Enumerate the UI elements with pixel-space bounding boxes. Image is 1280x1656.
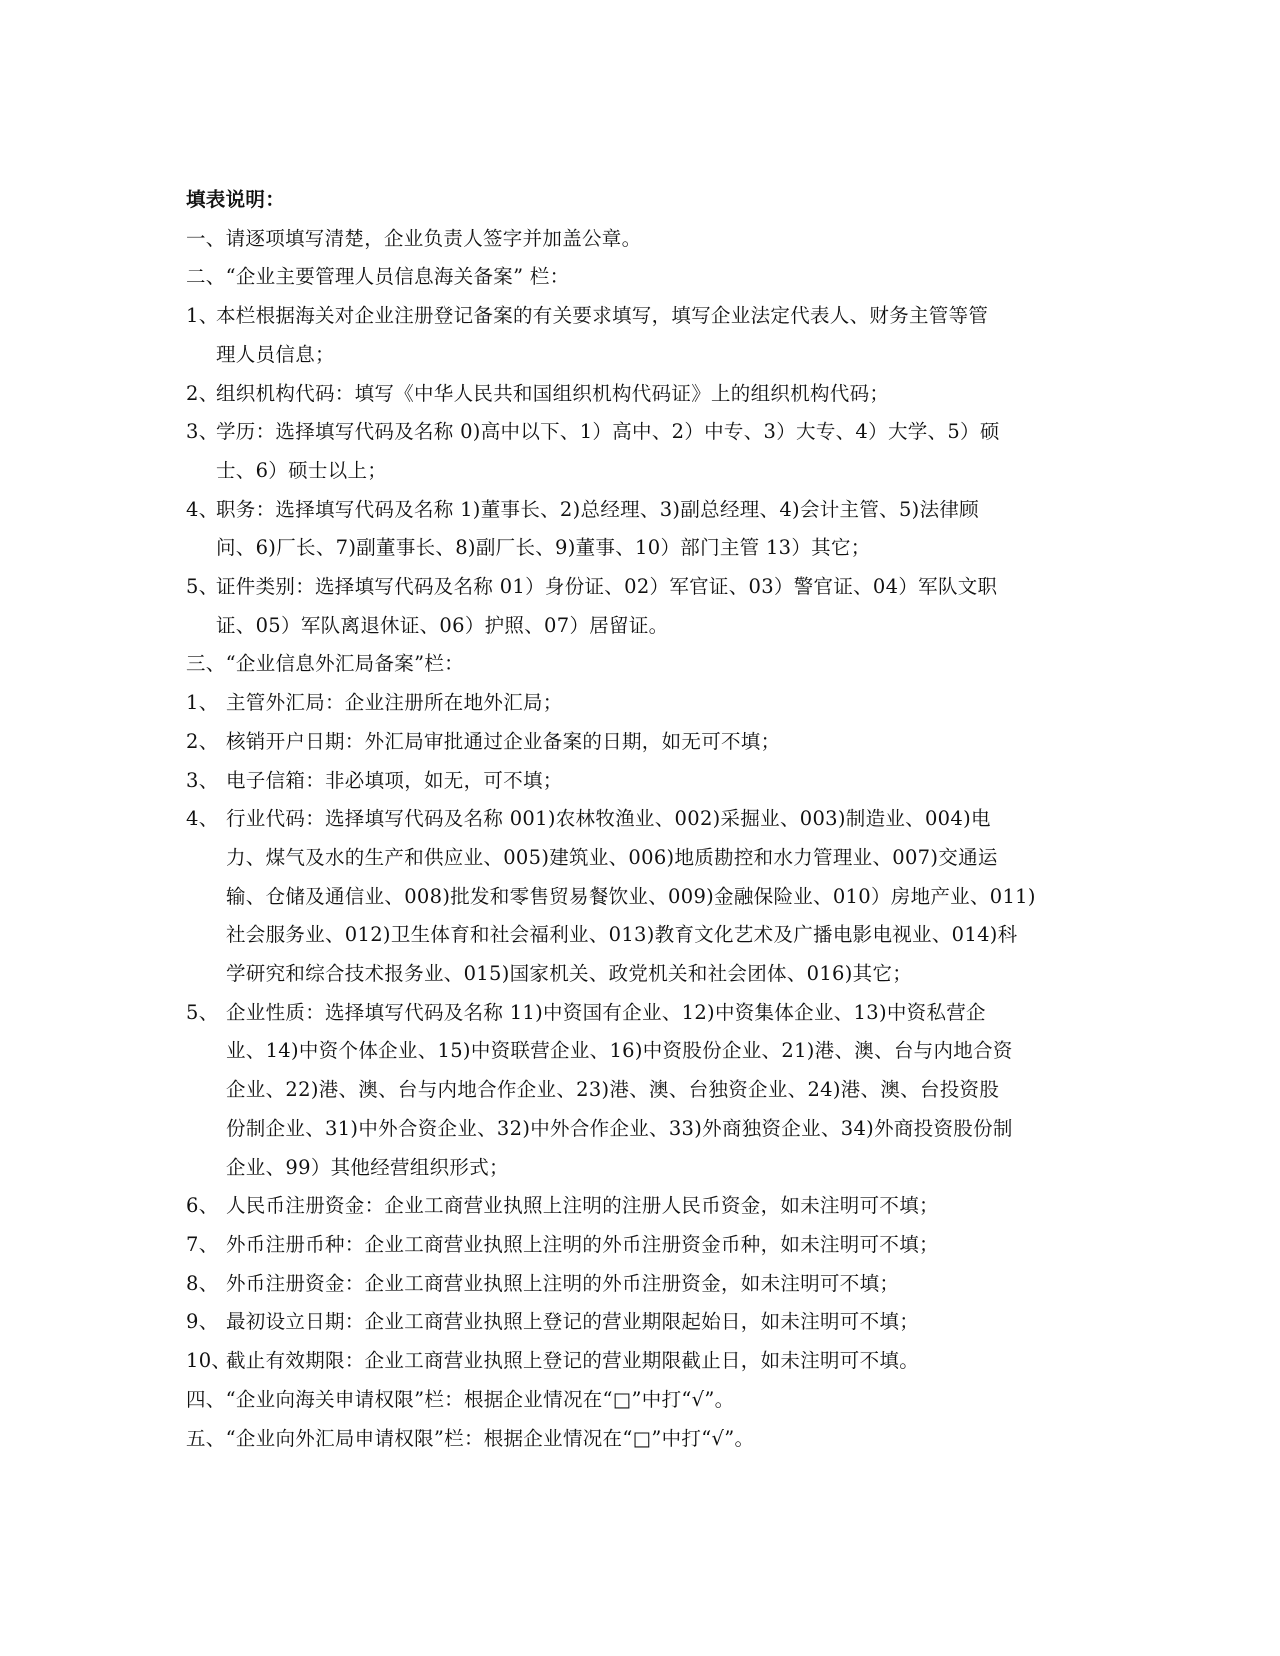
item-text: 主管外汇局：企业注册所在地外汇局； <box>226 691 563 715</box>
instructions-page <box>186 181 1096 1458</box>
item-text: 最初设立日期：企业工商营业执照上登记的营业期限起始日，如未注明可不填； <box>226 1310 920 1334</box>
item-number: 10、 <box>186 1349 232 1373</box>
item-text: 人民币注册资金：企业工商营业执照上注明的注册人民币资金，如未注明可不填； <box>226 1194 939 1218</box>
item-number: 2、 <box>186 381 219 405</box>
item-text: 企业性质：选择填写代码及名称 11)中资国有企业、12)中资集体企业、13)中资私营企 <box>226 1000 986 1024</box>
list-item <box>186 1226 1096 1265</box>
item-text: 份制企业、31)中外合资企业、32)中外合作企业、33)外商独资企业、34)外商投资股份制 <box>226 1116 1013 1140</box>
item-number: 4、 <box>186 497 219 521</box>
item-number: 1、 <box>186 304 219 328</box>
list-item <box>186 994 1096 1188</box>
list-item <box>186 297 1096 374</box>
section-one: 一、请逐项填写清楚，企业负责人签字并加盖公章。 <box>186 226 642 250</box>
item-text: 业、14)中资个体企业、15)中资联营企业、16)中资股份企业、21)港、澳、台与内地合资 <box>226 1039 1013 1063</box>
item-text: 职务：选择填写代码及名称 1)董事长、2)总经理、3)副总经理、4)会计主管、5)法律顾 <box>216 497 979 521</box>
item-number: 6、 <box>186 1194 219 1218</box>
item-number: 3、 <box>186 768 219 792</box>
item-text: 问、6)厂长、7)副董事长、8)副厂长、9)董事、10）部门主管 13）其它； <box>216 536 871 560</box>
list-item <box>186 375 1096 414</box>
item-text: 证、05）军队离退休证、06）护照、07）居留证。 <box>216 613 669 637</box>
item-text: 社会服务业、012)卫生体育和社会福利业、013)教育文化艺术及广播电影电视业、014)科 <box>226 923 1018 947</box>
item-text: 士、6）硕士以上； <box>216 458 388 482</box>
item-text: 行业代码：选择填写代码及名称 001)农林牧渔业、002)采掘业、003)制造业、004)电 <box>226 807 991 831</box>
item-number: 2、 <box>186 729 219 753</box>
list-item <box>186 762 1096 801</box>
item-text: 企业、99）其他经营组织形式； <box>226 1155 509 1179</box>
item-text: 本栏根据海关对企业注册登记备案的有关要求填写，填写企业法定代表人、财务主管等管 <box>216 304 989 328</box>
item-text: 外币注册资金：企业工商营业执照上注明的外币注册资金，如未注明可不填； <box>226 1271 900 1295</box>
item-text: 截止有效期限：企业工商营业执照上登记的营业期限截止日，如未注明可不填。 <box>226 1349 920 1373</box>
item-number: 1、 <box>186 691 219 715</box>
item-number: 7、 <box>186 1232 219 1256</box>
item-number: 8、 <box>186 1271 219 1295</box>
section-three-heading: 三、“企业信息外汇局备案”栏： <box>186 652 464 676</box>
item-text: 力、煤气及水的生产和供应业、005)建筑业、006)地质勘控和水力管理业、007)交通运 <box>226 845 998 869</box>
item-text: 输、仓储及通信业、008)批发和零售贸易餐饮业、009)金融保险业、010）房地产业、011) <box>226 884 1036 908</box>
item-text: 电子信箱：非必填项，如无，可不填； <box>226 768 563 792</box>
item-number: 9、 <box>186 1310 219 1334</box>
item-text: 学研究和综合技术报务业、015)国家机关、政党机关和社会团体、016)其它； <box>226 962 913 986</box>
item-number: 5、 <box>186 1000 219 1024</box>
item-text: 学历：选择填写代码及名称 0)高中以下、1）高中、2）中专、3）大专、4）大学、5）硕 <box>216 420 1000 444</box>
item-text: 外币注册币种：企业工商营业执照上注明的外币注册资金币种，如未注明可不填； <box>226 1232 939 1256</box>
item-text: 企业、22)港、澳、台与内地合作企业、23)港、澳、台独资企业、24)港、澳、台投资股 <box>226 1078 1000 1102</box>
section-four: 四、“企业向海关申请权限”栏：根据企业情况在“□”中打“√”。 <box>186 1387 735 1411</box>
section-two-heading: 二、“企业主要管理人员信息海关备案” 栏： <box>186 265 570 289</box>
item-text: 核销开户日期：外汇局审批通过企业备案的日期，如无可不填； <box>226 729 781 753</box>
list-item <box>186 723 1096 762</box>
item-number: 4、 <box>186 807 219 831</box>
item-number: 3、 <box>186 420 219 444</box>
item-number: 5、 <box>186 575 219 599</box>
item-text: 理人员信息； <box>216 342 335 366</box>
list-item <box>186 413 1096 490</box>
list-item <box>186 1187 1096 1226</box>
item-text: 组织机构代码：填写《中华人民共和国组织机构代码证》上的组织机构代码； <box>216 381 890 405</box>
list-item <box>186 1342 1096 1381</box>
list-item <box>186 800 1096 994</box>
list-item <box>186 568 1096 645</box>
instructions-title: 填表说明： <box>186 188 286 211</box>
list-item <box>186 491 1096 568</box>
list-item <box>186 684 1096 723</box>
list-item <box>186 1265 1096 1304</box>
item-text: 证件类别：选择填写代码及名称 01）身份证、02）军官证、03）警官证、04）军队文职 <box>216 575 998 599</box>
section-five: 五、“企业向外汇局申请权限”栏：根据企业情况在“□”中打“√”。 <box>186 1426 755 1450</box>
list-item <box>186 1303 1096 1342</box>
